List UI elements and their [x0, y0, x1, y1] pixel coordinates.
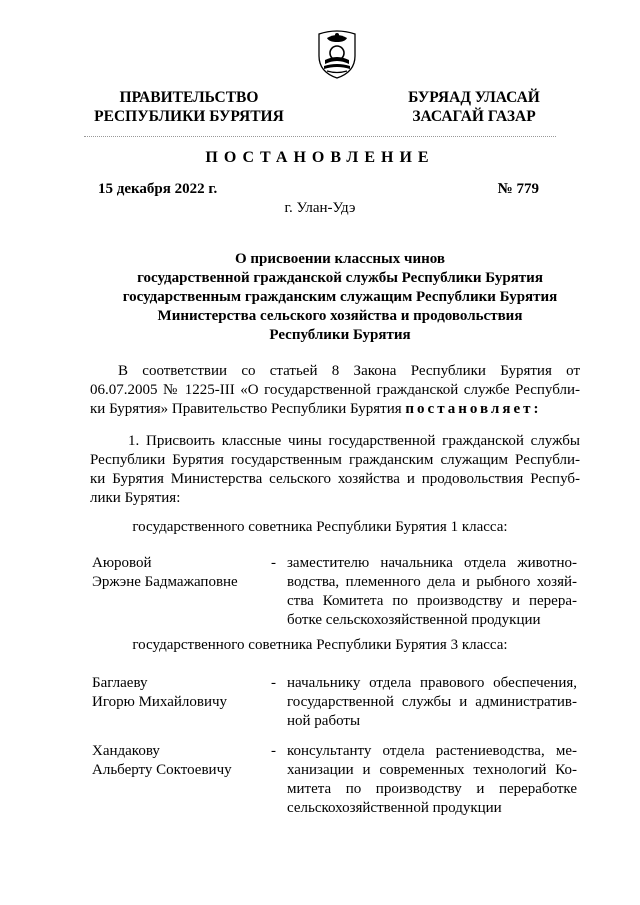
position-line: водства, племенного дела и рыбного хозяй- [287, 574, 577, 590]
document-date: 15 декабря 2022 г. [98, 181, 218, 197]
item-1-line: ки Бурятия Министерства сельского хозяйства и продовольствия Респуб- [90, 471, 580, 487]
subject-line: О присвоении классных чинов [235, 251, 445, 267]
document-type: ПОСТАНОВЛЕНИЕ [205, 149, 435, 166]
person-name [92, 674, 227, 712]
header-divider [84, 136, 556, 137]
person-position [287, 674, 577, 731]
government-name-line: ПРАВИТЕЛЬСТВО [119, 89, 259, 106]
class-rank-title: государственного советника Республики Бурятия 3 класса: [132, 637, 508, 653]
person-name-line: Аюровой [92, 555, 152, 571]
subject-line: Республики Бурятия [269, 327, 411, 343]
document-number: № 779 [497, 181, 539, 197]
person-name-line: Хандакову [92, 743, 160, 759]
position-line: митета по производству и переработке [287, 781, 577, 797]
list-dash: - [271, 675, 276, 691]
person-name-line: Игорю Михайловичу [92, 694, 228, 710]
person-name-line: Эржэне Бадмажаповне [92, 574, 238, 590]
position-line: ства Комитета по производству и перера- [287, 593, 577, 609]
person-name [92, 554, 238, 592]
position-line: ботке сельскохозяйственной продукции [287, 612, 541, 628]
class-rank-title: государственного советника Республики Бурятия 1 класса: [132, 519, 508, 535]
person-name-line: Баглаеву [92, 675, 148, 691]
preamble-paragraph [90, 362, 580, 419]
government-name-buryat [394, 88, 554, 126]
government-name-line: ЗАСАГАЙ ГАЗАР [412, 108, 536, 125]
subject-line: государственным гражданским служащим Республики Бурятия [122, 289, 558, 305]
position-line: начальнику отдела правового обеспечения, [287, 675, 577, 691]
preamble-line: В соответствии со статьей 8 Закона Республики Бурятия от [118, 363, 580, 379]
government-name-russian [82, 88, 296, 126]
preamble-text: ки Бурятия» Правительство Республики Бурятия [90, 401, 402, 417]
list-dash: - [271, 743, 276, 759]
position-line: сельскохозяйственной продукции [287, 800, 502, 816]
item-1-line: Республики Бурятия государственным гражданским служащим Республи- [90, 452, 580, 468]
position-line: государственной службы и административ- [287, 694, 577, 710]
preamble-line: 06.07.2005 № 1225-III «О государственной гражданской службе Республи- [90, 382, 580, 398]
person-position [287, 554, 577, 630]
government-name-line: БУРЯАД УЛАСАЙ [408, 89, 540, 106]
person-position [287, 742, 577, 818]
position-line: консультанту отдела растениеводства, ме- [287, 743, 577, 759]
subject-line: государственной гражданской службы Республики Бурятия [137, 270, 543, 286]
document-city: г. Улан-Удэ [284, 200, 356, 216]
position-line: ной работы [287, 713, 361, 729]
coat-of-arms-icon [315, 26, 359, 80]
item-1-line: 1. Присвоить классные чины государственной гражданской службы [128, 433, 580, 449]
government-name-line: РЕСПУБЛИКИ БУРЯТИЯ [94, 108, 284, 125]
preamble-line [90, 400, 580, 419]
person-name-line: Альберту Соктоевичу [92, 762, 232, 778]
position-line: заместителю начальника отдела животно- [287, 555, 577, 571]
subject-line: Министерства сельского хозяйства и продовольствия [157, 308, 523, 324]
document-subject [90, 250, 590, 345]
decree-word: постановляет: [405, 401, 542, 417]
person-name [92, 742, 232, 780]
item-1-paragraph [90, 432, 580, 508]
list-dash: - [271, 555, 276, 571]
position-line: ханизации и современных технологий Ко- [287, 762, 577, 778]
item-1-line: лики Бурятия: [90, 490, 181, 506]
